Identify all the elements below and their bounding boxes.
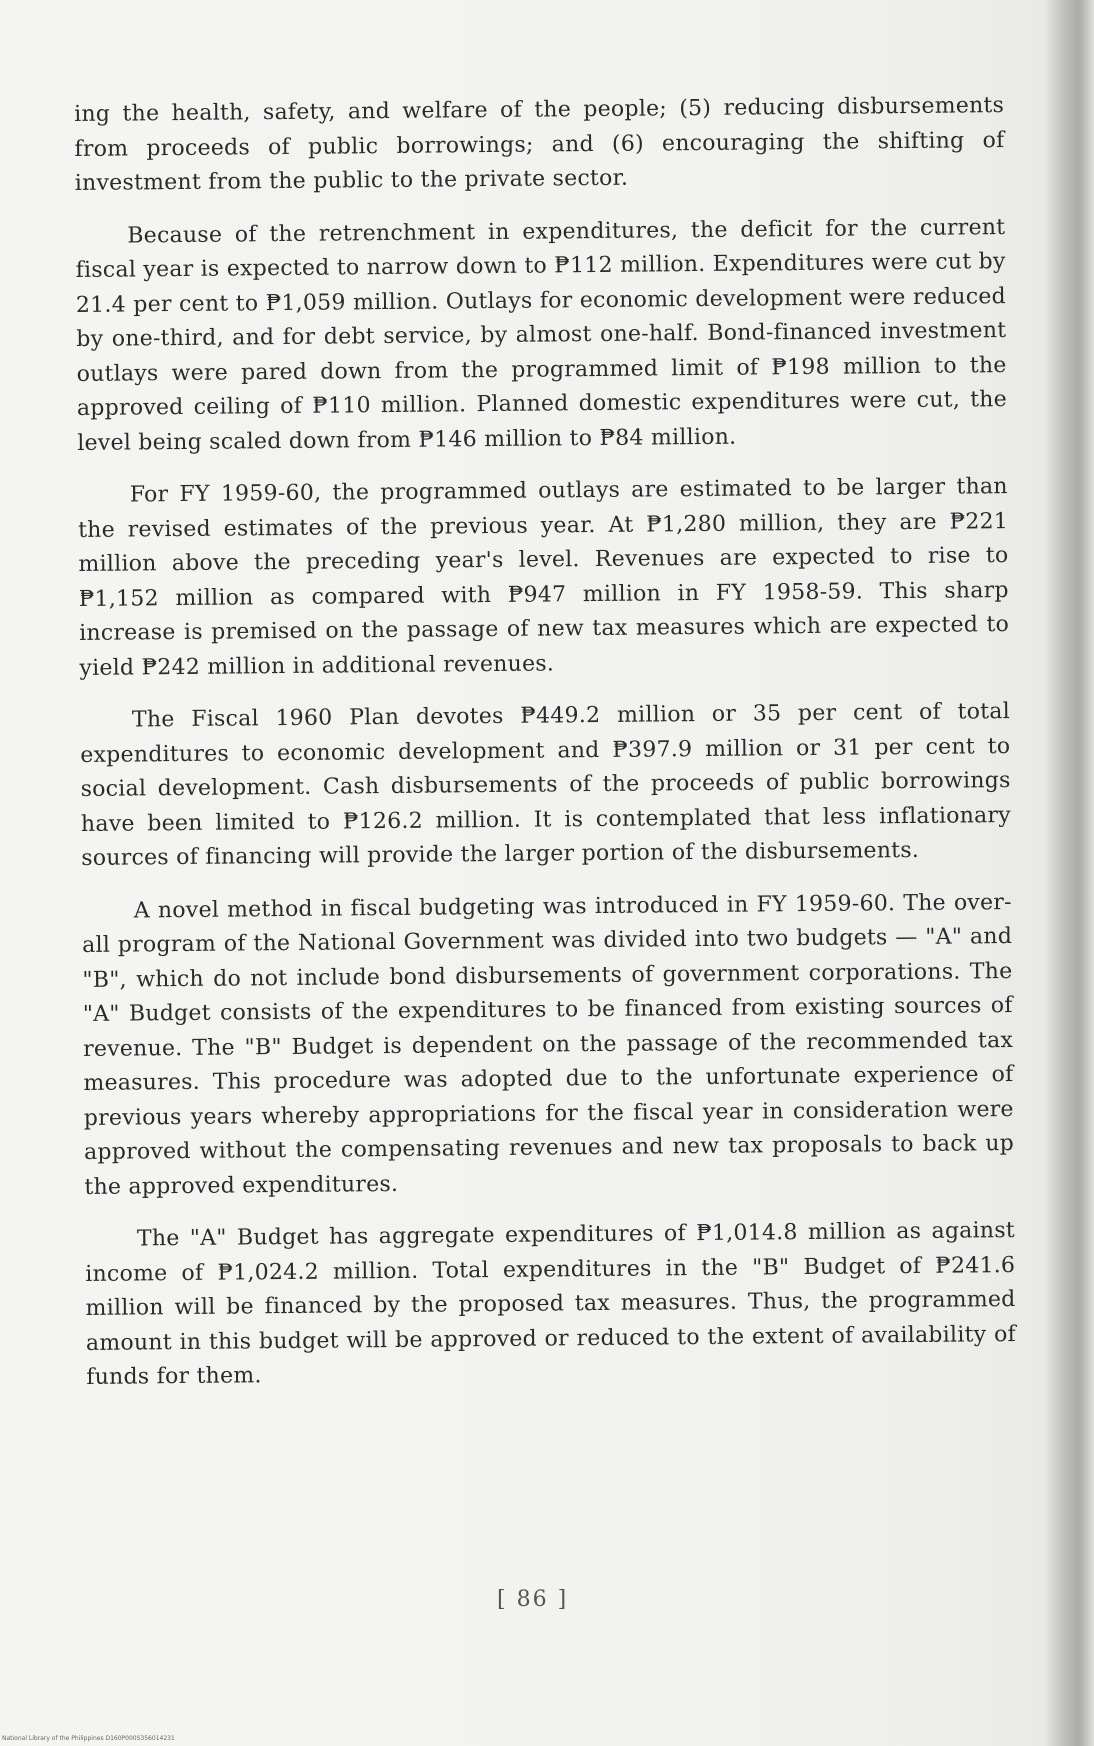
paragraph-6: The "A" Budget has aggregate expenditures of ₱1,014.8 million as against income of ₱1,024.2 million. Total expenditures in the "B" Budget of ₱241.6 million will be financed by the proposed tax measures. Thus, the programmed amount in this budget will be approved or reduced to the extent of availability of funds for them. xyxy=(85,1218,1017,1390)
paragraph-3: For FY 1959-60, the programmed outlays are estimated to be larger than the revised estimates of the previous year. At ₱1,280 million, they are ₱221 million above the preceding year's level. Revenues are expected to rise to ₱1,152 million as compared with ₱947 million in FY 1958-59. This sharp increase is premised on the passage of new tax measures which are expected to yield ₱242 million in additional revenues. xyxy=(78,474,1010,681)
paragraph-2: Because of the retrenchment in expenditures, the deficit for the current fiscal year is expected to narrow down to ₱112 million. Expenditures were cut by 21.4 per cent to ₱1,059 million. Outlays for economic development were reduced by one-third, and for debt service, by almost one-half. Bond-financed investment outlays were pared down from the programmed limit of ₱198 million to the approved ceiling of ₱110 million. Planned domestic expenditures were cut, the level being scaled down from ₱146 million to ₱84 million. xyxy=(75,214,1008,456)
paragraph-4: The Fiscal 1960 Plan devotes ₱449.2 million or 35 per cent of total expenditures to economic development and ₱397.9 million or 31 per cent to social development. Cash disbursements of the proceeds of public borrowings have been limited to ₱126.2 million. It is contemplated that less inflationary sources of financing will provide the larger portion of the disbursements. xyxy=(80,699,1012,871)
page-number: [ 86 ] xyxy=(497,1587,569,1612)
page-edge-shadow xyxy=(1044,0,1094,1746)
body-text xyxy=(74,89,1017,1413)
scan-footer-note: National Library of the Philippines D160P000S356014231 xyxy=(2,1735,175,1742)
paragraph-5: A novel method in fiscal budgeting was introduced in FY 1959-60. The over-all program of the National Government was divided into two budgets — "A" and "B", which do not include bond disbursements of government corporations. The "A" Budget consists of the expenditures to be financed from existing sources of revenue. The "B" Budget is dependent on the passage of the recommended tax measures. This procedure was adopted due to the unfortunate experience of previous years whereby appropriations for the fiscal year in consideration were approved without the compensating revenues and new tax proposals to back up the approved expenditures. xyxy=(82,889,1015,1200)
paragraph-1: ing the health, safety, and welfare of the people; (5) reducing disbursements from proceeds of public borrowings; and (6) encouraging the shifting of investment from the public to the private sector. xyxy=(74,93,1005,196)
